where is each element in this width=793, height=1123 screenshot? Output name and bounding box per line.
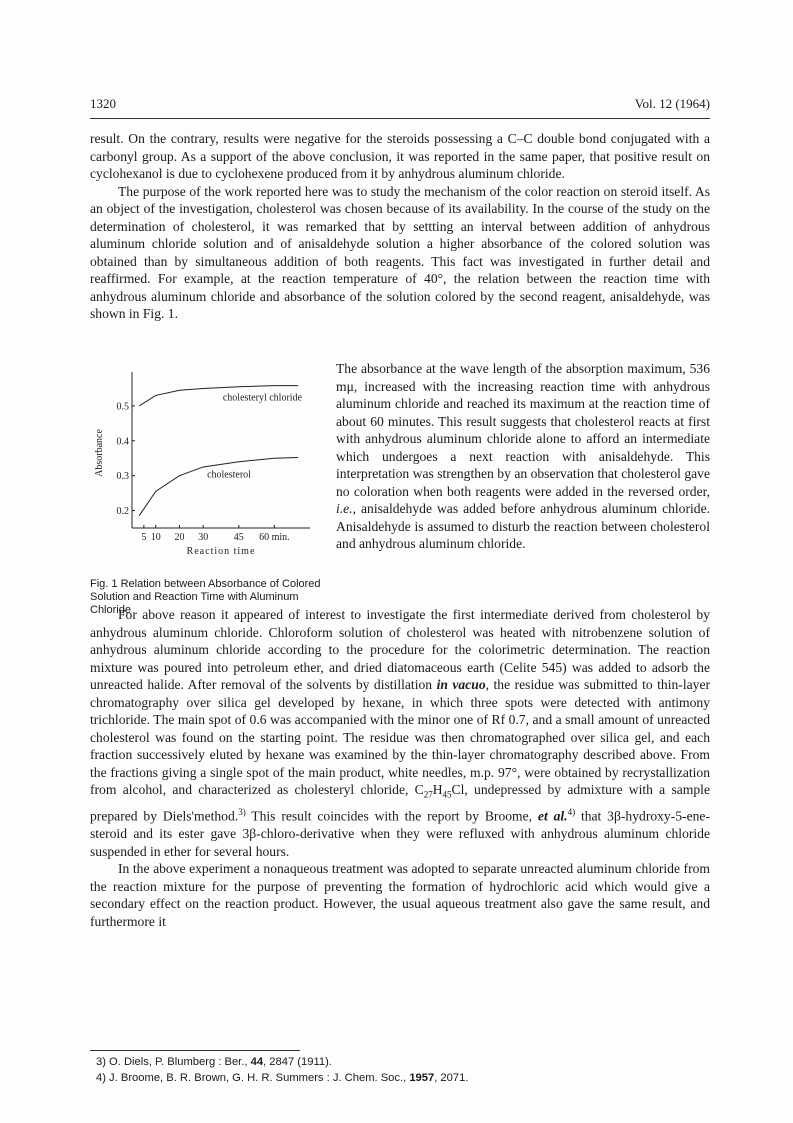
page-number: 1320 — [90, 96, 116, 111]
chart-lines — [139, 386, 298, 516]
x-tick-label: 45 — [233, 532, 244, 543]
reference-3-marker[interactable]: 3) — [238, 807, 246, 818]
p3-text-d: This result coincides with the report by Broome, — [245, 808, 538, 824]
formula-h: H — [432, 782, 443, 797]
side-text-block — [336, 360, 710, 553]
running-header — [90, 96, 710, 112]
y-axis-label: Absorbance — [94, 429, 105, 477]
formula-subscript-h: 45 — [442, 789, 452, 800]
x-tick-label: 5 — [141, 532, 147, 543]
p3-text-e: that 3β-hydroxy-5-ene-steroid and its ester gave 3β-chloro-derivative when they were refluxed with anhydrous aluminum chloride suspended in ether for several hours. — [90, 808, 710, 859]
footnote-4 — [90, 1070, 710, 1086]
series-line-1 — [139, 458, 298, 516]
volume-label: Vol. 12 (1964) — [634, 96, 710, 111]
ie-italic: i.e. — [336, 501, 353, 516]
figure-caption: Fig. 1 Relation between Absorbance of Colored Solution and Reaction Time with Aluminum Chloride — [90, 578, 321, 616]
y-tick-label: 0.5 — [116, 401, 129, 413]
side-text-b: , anisaldehyde was added before anhydrous aluminum chloride. Anisaldehyde is assumed to disturb the reaction between cholesterol and anhydrous aluminum chloride. — [336, 501, 710, 551]
page — [90, 0, 710, 1123]
paragraph-3 — [90, 606, 710, 860]
figure-1 — [90, 368, 326, 616]
x-axis-label: Reaction time — [186, 546, 256, 557]
x-tick-label: 20 — [174, 532, 185, 543]
footnote-3-text: 3) O. Diels, P. Blumberg : Ber., — [96, 1056, 251, 1068]
chart-ticks — [117, 401, 290, 543]
paragraph-2: The purpose of the work reported here was to study the mechanism of the color reaction on steroid itself. As an object of the investigation, cholesterol was chosen because of its availability. In the course of the study on the determination of cholesterol, it was remarked that by settting an interval between addition of anhydrous aluminum chloride solution and of anisaldehyde solution a higher absorbance of the colored solution was obtained than by simultaneous addition of both reagents. This fact was investigated in further detail and reaffirmed. For example, at the reaction temperature of 40°, the relation between the reaction time with anhydrous aluminum chloride and absorbance of the solution colored by the second reagent, anisaldehyde, was shown in Fig. 1. — [90, 183, 710, 321]
footnote-4-text: 4) J. Broome, B. R. Brown, G. H. R. Summers : J. Chem. Soc., — [96, 1072, 410, 1084]
formula-subscript-c: 27 — [423, 789, 433, 800]
absorbance-chart — [90, 368, 326, 568]
reference-4-marker[interactable]: 4) — [567, 807, 576, 818]
y-tick-label: 0.3 — [116, 471, 129, 483]
side-paragraph — [336, 360, 710, 553]
series-label-1: cholesterol — [207, 469, 251, 481]
y-tick-label: 0.2 — [116, 506, 129, 518]
paragraph-4: In the above experiment a nonaqueous treatment was adopted to separate unreacted aluminum chloride from the reaction mixture for the purpose of preventing the formation of hydrochloric acid which would give a secondary effect on the reaction product. However, the usual aqueous treatment also gave the same result, and furthermore it — [90, 861, 710, 929]
y-tick-label: 0.4 — [116, 436, 129, 448]
top-text-block — [90, 130, 710, 323]
footnote-3 — [90, 1054, 710, 1070]
formula-cl: Cl — [451, 782, 465, 797]
footnote-3-pages: , 2847 (1911). — [263, 1056, 332, 1068]
p3-text-c: , undepressed by admixture with a sample prepared by Diels'method. — [90, 782, 710, 824]
header-rule — [90, 118, 710, 119]
p3-text-b: , the residue was submitted to thin-layer chromatography over silica gel developed by hexane, in which three spots were detected with antimony trichloride. The main spot of 0.6 was accompanied with the minor one of Rf 0.7, and a small amount of unreacted cholesterol was found on the starting point. The residue was then chromatographed over silica gel, and each fraction successively eluted by hexane was examined by the thin-layer chromatography described above. From the fractions giving a single spot of the main product, white needles, m.p. 97°, were obtained by recrystallization from alcohol, and characterized as cholesteryl chloride, C — [90, 677, 711, 797]
bottom-text-block — [90, 606, 710, 930]
x-tick-label: 10 — [150, 532, 161, 543]
series-label-0: cholesteryl chloride — [222, 392, 302, 404]
p3-text-a: For above reason it appeared of interest to investigate the first intermediate derived from cholesterol by anhydrous aluminum chloride. Chloroform solution of cholesterol was heated with nitrobenzene solution of anhydrous aluminum chloride according to the procedure for the colorimetric determination. The reaction mixture was poured into petroleum ether, and dried diatomaceous earth (Celite 545) was added to adsorb the unreacted halide. After removal of the solvents by distillation — [90, 607, 710, 692]
footnote-4-pages: , 2071. — [434, 1072, 469, 1084]
footnote-4-volume: 1957 — [409, 1072, 435, 1084]
in-vacuo-italic: in vacuo — [436, 677, 486, 692]
x-tick-label: 30 — [198, 532, 209, 543]
footnote-3-volume: 44 — [250, 1056, 264, 1068]
x-tick-label: 60 min. — [259, 532, 290, 543]
paragraph-1: result. On the contrary, results were negative for the steroids possessing a C–C double bond conjugated with a carbonyl group. As a support of the above conclusion, it was reported in the same paper, that positive result on cyclohexanol is due to cyclohexene produced from it by anhydrous aluminum chloride. — [90, 131, 710, 181]
et-al-italic: et al. — [537, 808, 568, 824]
side-text-a: The absorbance at the wave length of the absorption maximum, 536 mμ, increased with the increasing reaction time with anhydrous aluminum chloride and reached its maximum at the reaction time of about 60 minutes. This result suggests that cholesterol reacts at first with anhydrous aluminum chloride alone to afford an intermediate which undergoes a next reaction with anisaldehyde. This interpretation was strengthen by an observation that cholesterol gave no coloration when both reagents were added in the reversed order, — [336, 361, 710, 499]
footnote-rule — [90, 1050, 300, 1051]
footnotes — [90, 1054, 710, 1086]
